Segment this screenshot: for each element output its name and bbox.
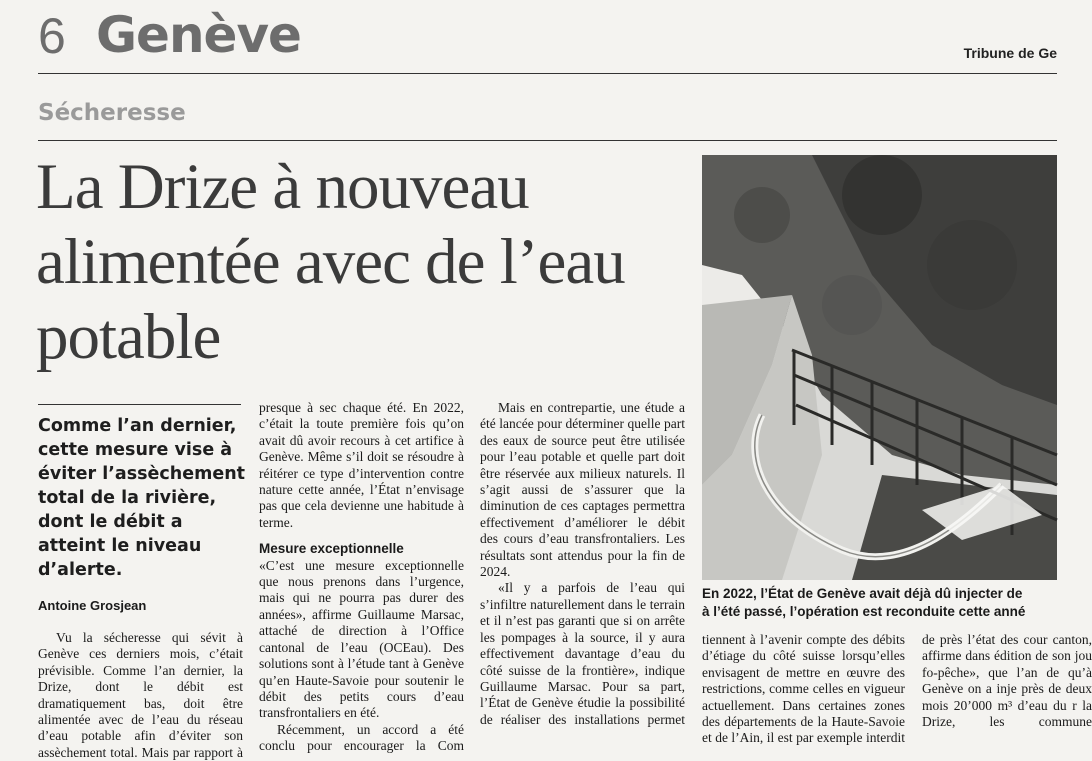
text-column-5 [922,632,1092,730]
header-rule [38,73,1057,74]
subheading: Mesure exceptionnelle [259,541,404,557]
paragraph: «Il y a parfois de l’eau qui s’infiltre naturellement dans le terrain et il n’est pas garanti que si on arrête les pompages à la source, il y aura effectivement davantage d’eau du côté suisse de la frontière», indique Guillaume Marsac. Pour sa part, l’État de Genève étudie la possibilité de réaliser des installations permet [480,580,685,727]
caption-line-2: à l’été passé, l’opération est reconduite cette anné [702,604,1026,619]
newspaper-name: Tribune de Ge [963,45,1057,61]
paragraph: Récemment, un accord a été conclu pour encourager la Com [259,721,464,754]
paragraph: de près l’état des cour canton, affirme dans édition de son jou fo-pêche», que l’an de qu’à Genève on a inje près de deux mois 20’000 m³ d’eau du r la Drize, les commune [922,632,1092,730]
rubric: Sécheresse [38,100,186,126]
section-title: Genève [96,6,301,64]
lead-rule [38,404,241,405]
author-byline: Antoine Grosjean [38,598,147,613]
headline: La Drize à nouveau alimentée avec de l’eau potable [36,151,625,373]
text-column-2 [259,400,464,755]
rubric-rule [38,140,1057,141]
page-number: 6 [38,8,66,64]
paragraph: «C’est une mesure exceptionnelle que nous prenons dans l’urgence, mais qui ne pourra pas durer des années», affirme Guillaume Marsac, attaché de direction à l’Office cantonal de l’eau (OCEau). Des solutions sont à l’étude tant à Genève qu’en Haute-Savoie pour soutenir le débit des petits cours d’eau transfrontaliers en été. [259,557,464,721]
caption-line-1: En 2022, l’État de Genève avait déjà dû injecter de [702,586,1023,601]
article-photo [702,155,1057,580]
paragraph: presque à sec chaque été. En 2022, c’était la toute première fois qu’on avait dû avoir recours à cet artifice à Genève. Même s’il doit se résoudre à réitérer ce type d’intervention contre nature cette année, l’État n’envisage pas que cela devienne une habitude à terme. [259,400,464,530]
text-column-4 [702,632,905,747]
paragraph: tiennent à l’avenir compte des débits d’étiage du côté suisse lorsqu’elles envisagent de mettre en œuvre des restrictions, comme celles en vigueur actuellement. Dans certaines zones des départements de la Haute-Savoie et de l’Ain, il est par exemple interdit [702,632,905,746]
photo-caption [702,585,1062,621]
article-lead: Comme l’an dernier, cette mesure vise à éviter l’assèchement total de la rivière, dont le débit a atteint le niveau d’alerte. [38,416,246,580]
paragraph: Vu la sécheresse qui sévit à Genève ces derniers mois, c’était prévisible. Comme l’an dernier, la Drize, dont le débit est dramatiquement bas, doit être alimentée avec de l’eau du réseau d’eau potable afin d’éviter son assèchement total. Mais par rapport à [38,630,243,760]
text-column-3 [480,400,685,728]
paragraph: Mais en contrepartie, une étude a été lancée pour déterminer quelle part des eaux de source peut être utilisée pour l’eau potable et quelle part doit être réservée aux milieux naturels. Il s’agit aussi de s’assurer que la diminution de ces captages permettra effectivement d’améliorer le débit des cours d’eau transfrontaliers. Les résultats sont attendus pour la fin de 2024. [480,400,685,580]
text-column-1 [38,630,243,761]
